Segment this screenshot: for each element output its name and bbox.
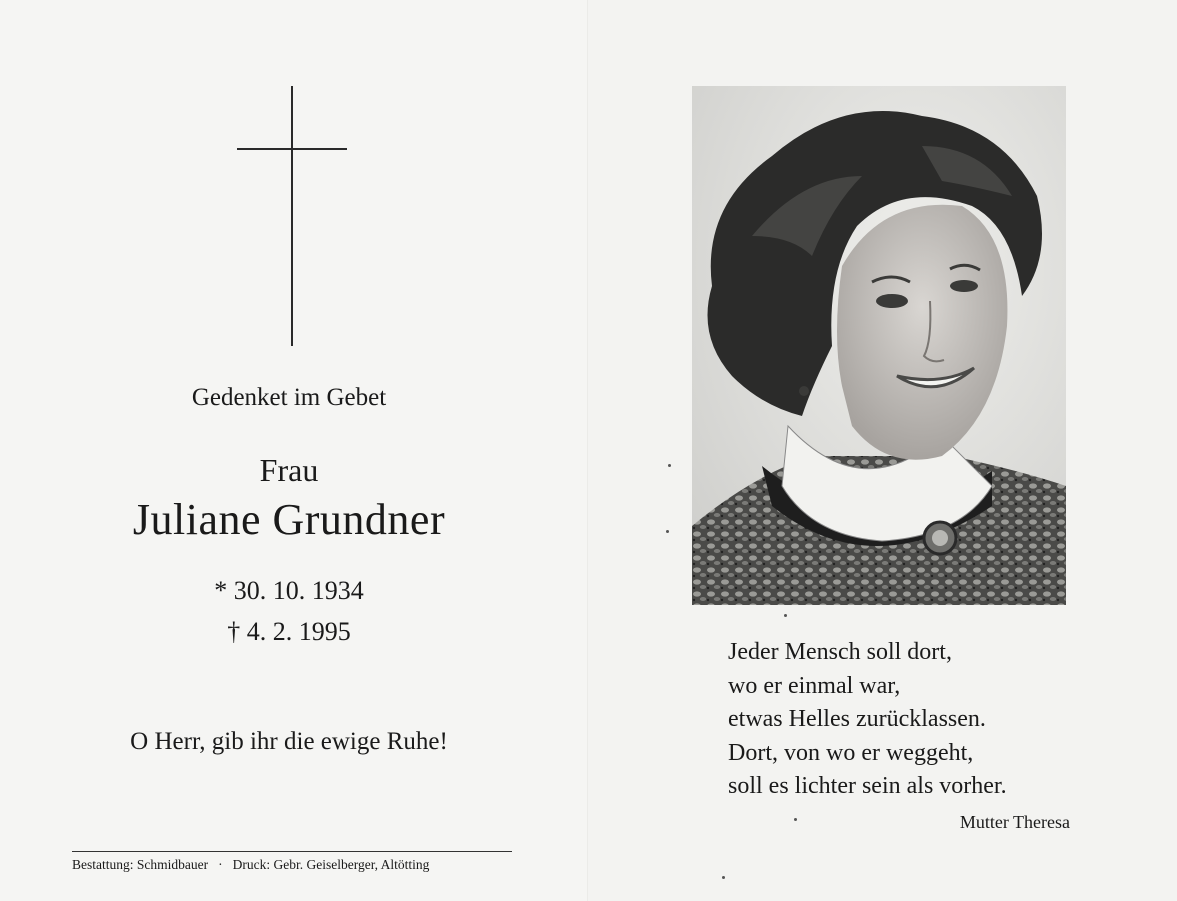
left-page [0, 0, 588, 901]
prayer-heading: Gedenket im Gebet [191, 384, 387, 411]
dust-speck [668, 464, 671, 467]
poem-line: Jeder Mensch soll dort, [728, 639, 952, 665]
poem-line: wo er einmal war, [728, 672, 901, 699]
footer-divider [72, 851, 512, 852]
prayer-text: O Herr, gib ihr die ewige Ruhe! [130, 728, 448, 755]
cross-horizontal-bar [237, 148, 347, 150]
poem-line: Dort, von wo er weggeht, [728, 739, 974, 766]
death-date: † 4. 2. 1995 [227, 617, 351, 646]
deceased-name: Juliane Grundner [132, 495, 446, 544]
funeral-home-credit: Bestattung: Schmidbauer [72, 857, 209, 872]
dust-speck [666, 530, 669, 533]
portrait-illustration [692, 86, 1066, 605]
dust-speck [722, 876, 725, 879]
portrait-photo [692, 86, 1066, 605]
memorial-poem [728, 636, 1088, 804]
printer-credit: Druck: Gebr. Geiselberger, Altötting [232, 857, 430, 872]
poem-author: Mutter Theresa [959, 812, 1070, 832]
dust-speck [794, 818, 797, 821]
poem-line: soll es lichter sein als vorher. [728, 773, 1007, 799]
footer-credits [72, 857, 512, 873]
cross-vertical-bar [291, 86, 293, 346]
poem-line: etwas Helles zurücklassen. [728, 706, 986, 732]
footer-separator: · [218, 857, 223, 872]
dust-speck [784, 614, 787, 617]
birth-date: * 30. 10. 1934 [214, 576, 364, 605]
deceased-title: Frau [259, 452, 319, 488]
